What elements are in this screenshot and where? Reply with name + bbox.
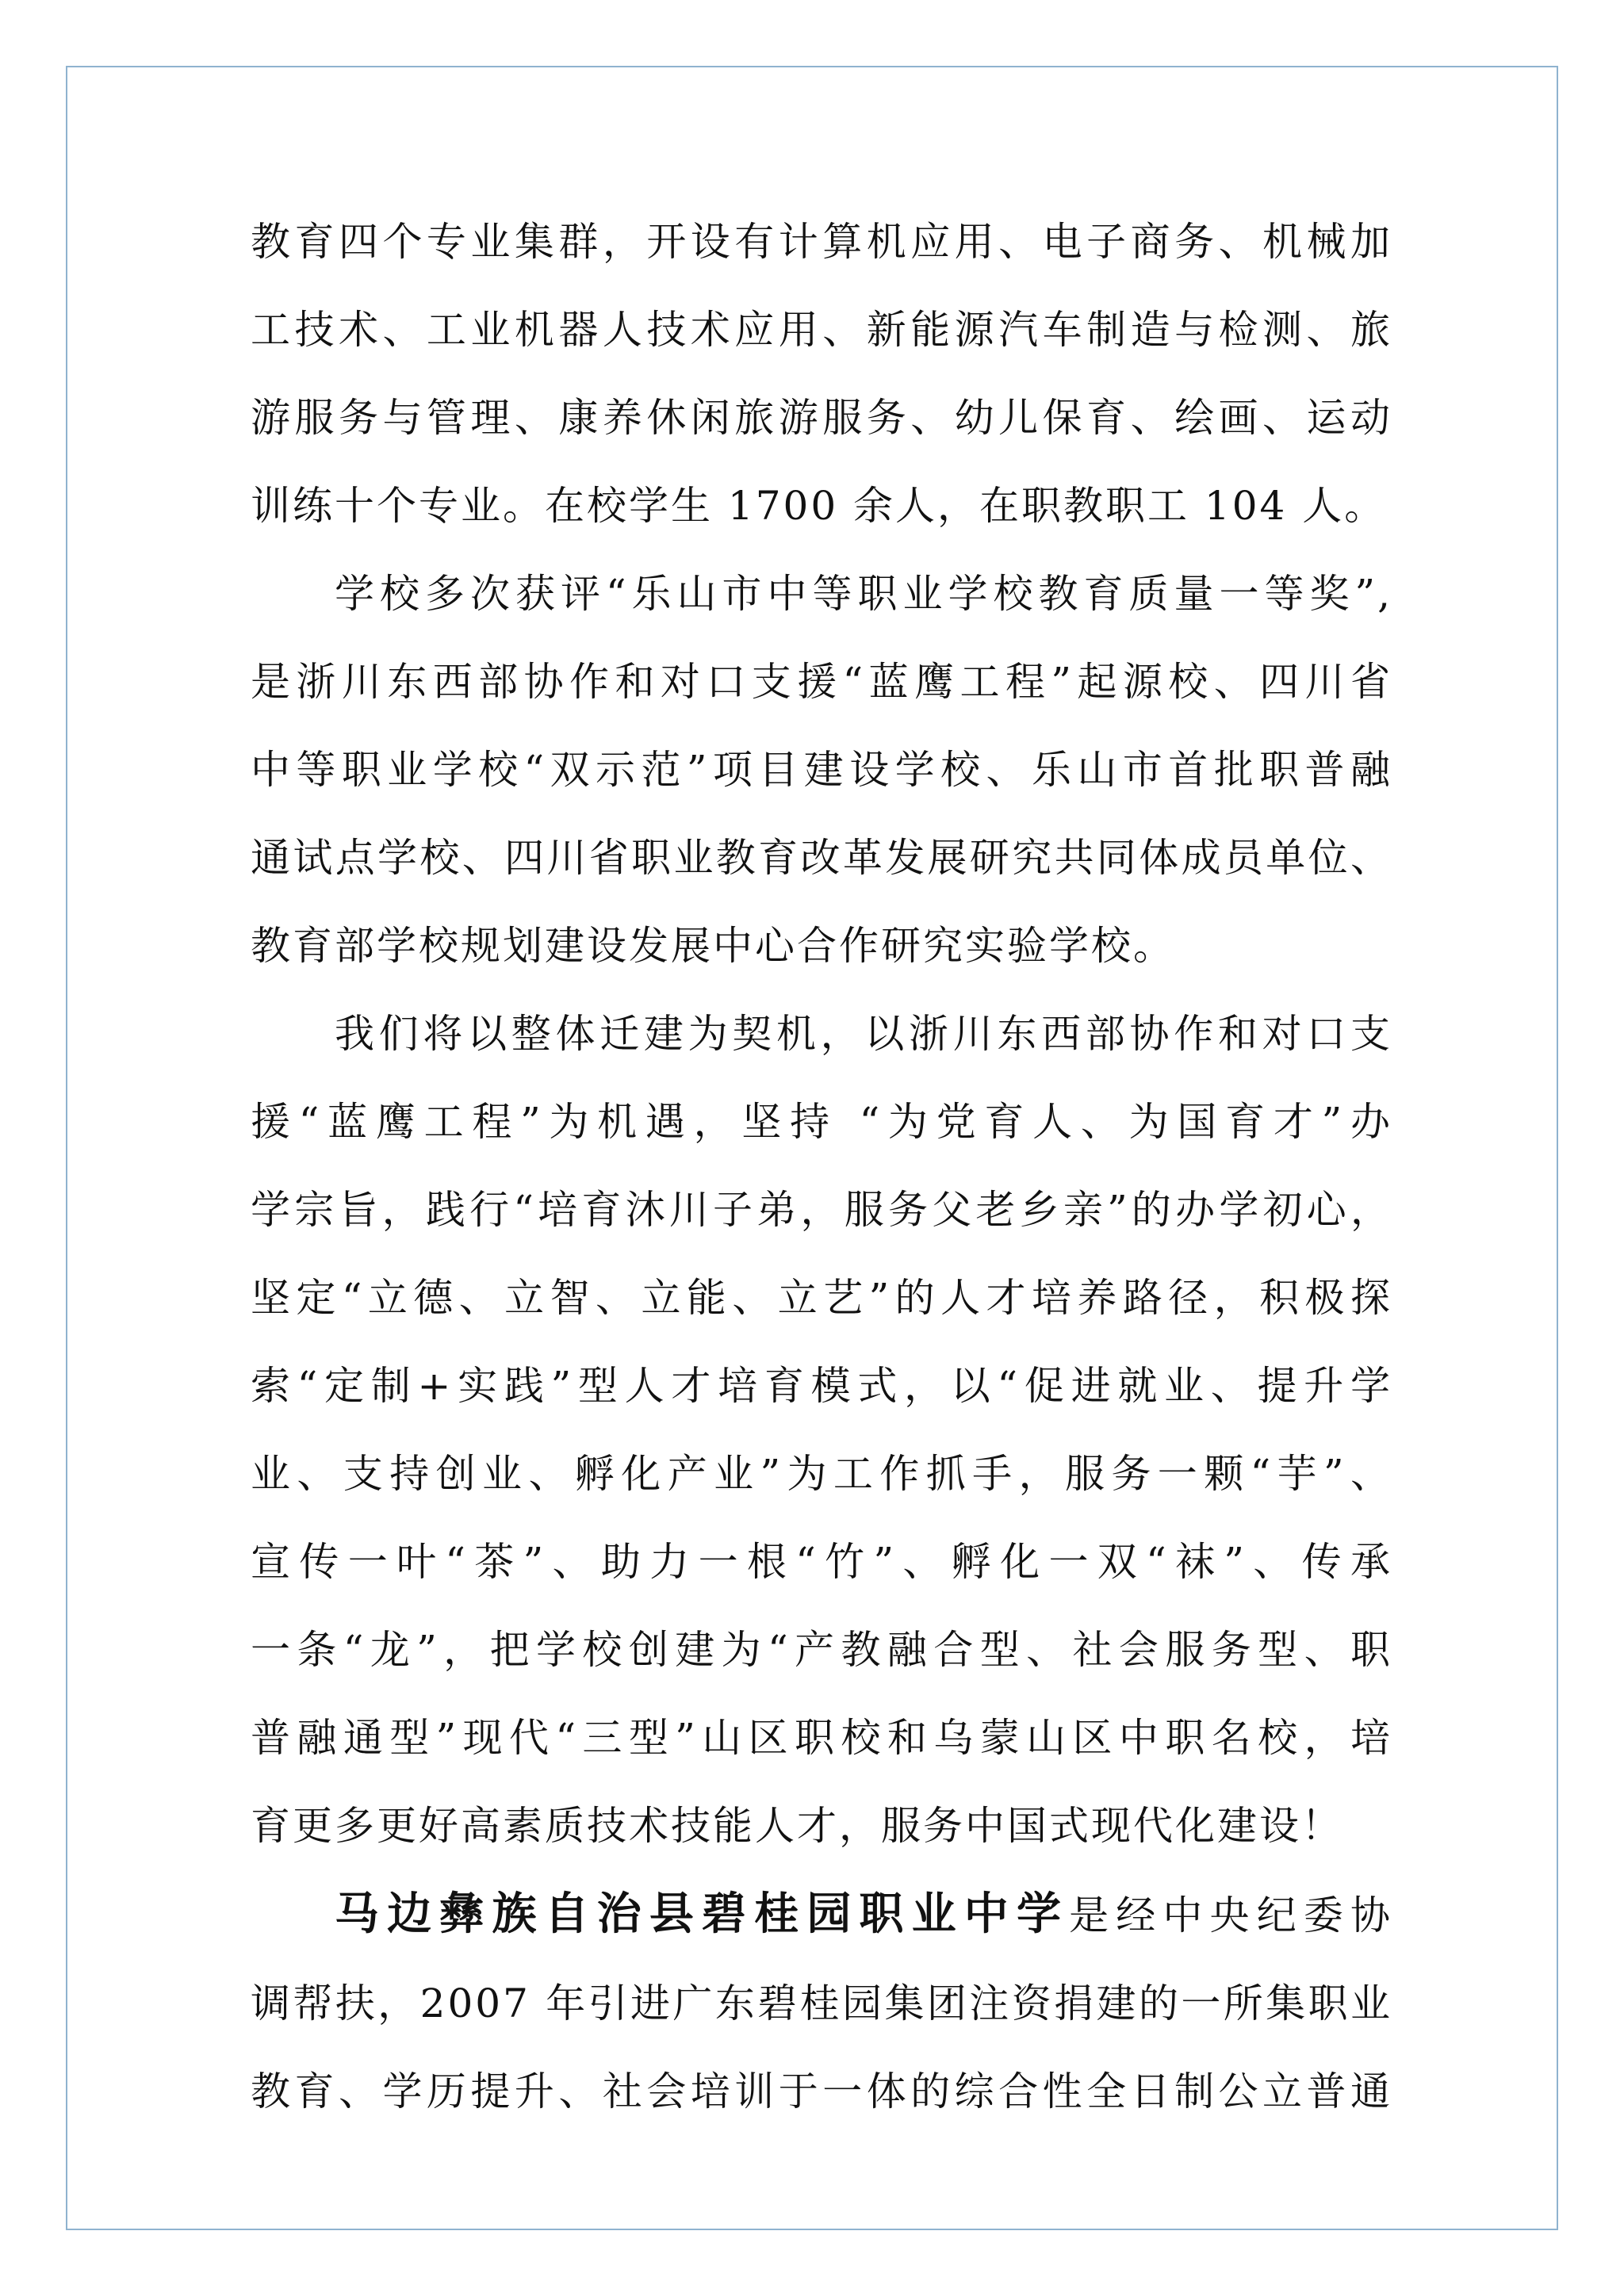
text-line: 学宗旨，践行“培育沐川子弟，服务父老乡亲”的办学初心，	[251, 1187, 1392, 1233]
document-body	[251, 198, 1392, 2136]
text-line: 游服务与管理、康养休闲旅游服务、幼儿保育、绘画、运动	[251, 395, 1392, 441]
text-line: 调帮扶，2007 年引进广东碧桂园集团注资捐建的一所集职业	[251, 1980, 1392, 2026]
text-line: 学校多次获评“乐山市中等职业学校教育质量一等奖”,	[335, 571, 1392, 617]
text-line: 索“定制+实践”型人才培育模式，以“促进就业、提升学	[251, 1363, 1392, 1409]
text-line: 普融通型”现代“三型”山区职校和乌蒙山区中职名校，培	[251, 1715, 1392, 1761]
school-name: 马边彝族自治县碧桂园职业中学	[335, 1888, 1070, 1940]
text-line: 是浙川东西部协作和对口支援“蓝鹰工程”起源校、四川省	[251, 659, 1392, 705]
paragraph-honors	[251, 550, 1392, 990]
text-line: 我们将以整体迁建为契机，以浙川东西部协作和对口支	[335, 1011, 1392, 1057]
text-line: 训练十个专业。在校学生 1700 余人，在职教职工 104 人。	[251, 483, 1387, 529]
paragraph-mabian-school	[251, 1870, 1392, 2136]
paragraph-vision	[251, 990, 1392, 1870]
text-line: 通试点学校、四川省职业教育改革发展研究共同体成员单位、	[251, 835, 1392, 881]
text-line: 坚定“立德、立智、立能、立艺”的人才培养路径，积极探	[251, 1275, 1392, 1321]
text-segment: 是经中央纪委协	[1069, 1892, 1393, 1938]
text-line: 教育四个专业集群，开设有计算机应用、电子商务、机械加	[251, 219, 1392, 265]
text-line: 教育部学校规划建设发展中心合作研究实验学校。	[251, 923, 1175, 969]
paragraph-majors	[251, 198, 1392, 550]
text-line: 工技术、工业机器人技术应用、新能源汽车制造与检测、旅	[251, 307, 1392, 353]
text-line: 宣传一叶“茶”、助力一根“竹”、孵化一双“袜”、传承	[251, 1539, 1392, 1585]
text-line: 中等职业学校“双示范”项目建设学校、乐山市首批职普融	[251, 747, 1392, 793]
text-line: 援“蓝鹰工程”为机遇，坚持 “为党育人、为国育才”办	[251, 1099, 1392, 1145]
text-line: 教育、学历提升、社会培训于一体的综合性全日制公立普通	[251, 2068, 1392, 2114]
text-line	[251, 1870, 1392, 1960]
text-line: 一条“龙”，把学校创建为“产教融合型、社会服务型、职	[251, 1627, 1392, 1673]
text-line: 育更多更好高素质技术技能人才，服务中国式现代化建设！	[251, 1803, 1343, 1849]
text-line: 业、支持创业、孵化产业”为工作抓手，服务一颗“芋”、	[251, 1451, 1392, 1497]
